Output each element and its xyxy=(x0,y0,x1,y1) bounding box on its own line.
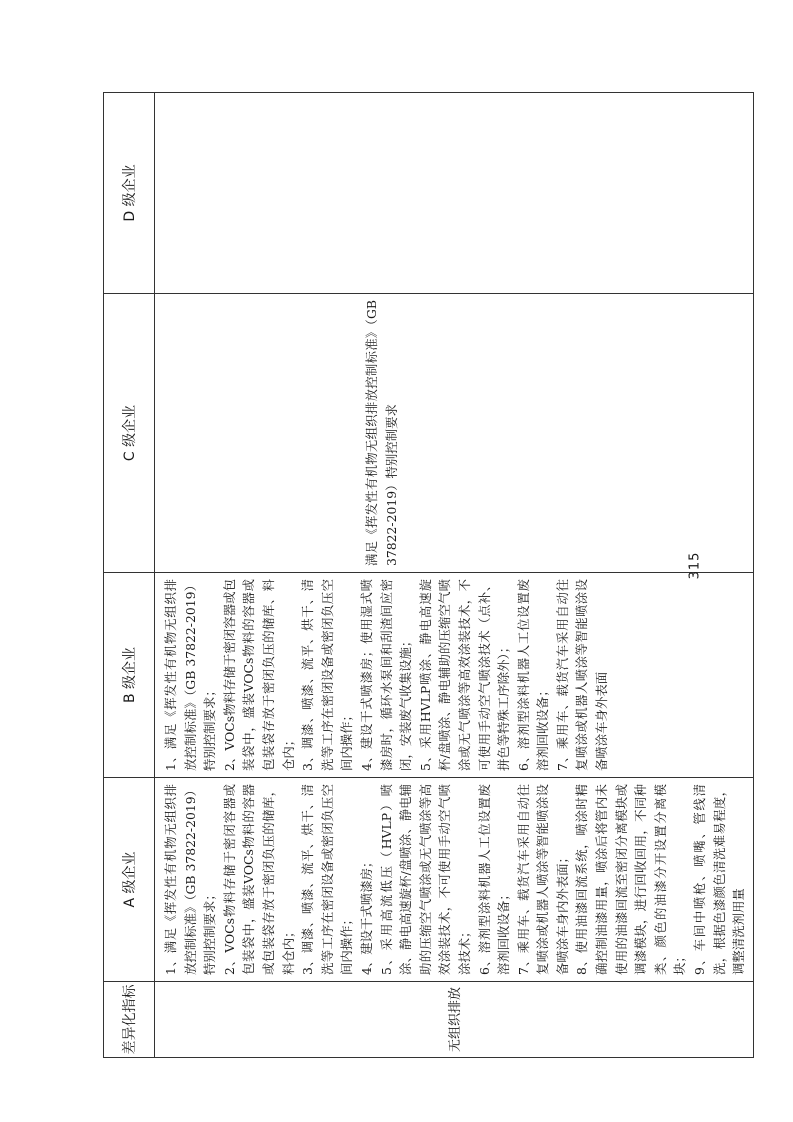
grade-a-cell xyxy=(155,778,754,982)
header-grade-c: C 级企业 xyxy=(104,294,155,573)
row-label: 无组织排放 xyxy=(448,987,464,1053)
header-indicator: 差异化指标 xyxy=(104,982,155,1058)
list-item: 2、VOCs物料存储于密闭容器或包装袋中，盛装VOCs物料的容器或包装袋存放于密闭负压的储库，料仓内； xyxy=(221,784,296,975)
list-item: 6、溶剂型涂料机器人工位设置废溶剂回收设备； xyxy=(476,784,512,975)
list-item: 8、使用油漆回流系统，喷涂时精确控制油漆用量，喷涂后将管内未使用的油漆回流至密闭分离模块或调漆模块，进行回收回用，不同种类、颜色的油漆分开设置分离模块； xyxy=(574,784,688,975)
list-item: 1、满足《挥发性有机物无组织排放控制标准》（GB 37822-2019）特别控制要求； xyxy=(163,783,218,975)
grading-table xyxy=(103,92,754,1058)
list-item: 5、采用高流低压（HVLP）喷涂、静电高速旋杯/盘喷涂、静电辅助的压缩空气喷涂或无气喷涂等高效涂装技术，不可使用手动空气喷涂技术； xyxy=(378,784,472,975)
list-item: 6、溶剂型涂料机器人工位设置废溶剂回收设备； xyxy=(515,579,551,771)
list-item: 4、建设干式喷漆房； xyxy=(358,855,374,975)
grade-b-cell xyxy=(155,573,754,778)
header-grade-a: A 级企业 xyxy=(104,778,155,982)
list-item: 2、VOCs物料存储于密闭容器或包装袋中，盛装VOCs物料的容器或包装袋存放于密闭负压的储库、料仓内； xyxy=(221,579,296,771)
list-item: 1、满足《挥发性有机物无组织排放控制标准》（GB 37822-2019）特别控制要求； xyxy=(163,579,218,771)
list-item: 9、车间中喷枪、喷嘴、管线清洗，根据色漆颜色清洗难易程度，调整清洗剂用量 xyxy=(692,784,747,975)
grade-d-cell xyxy=(155,93,754,294)
row-label-cell xyxy=(155,982,754,1058)
list-item: 7、乘用车、载货汽车采用自动往复喷涂或机器人喷涂等智能喷涂设备喷涂车身内外表面； xyxy=(515,784,570,975)
list-item: 5、采用HVLP喷涂、静电高速旋杯/盘喷涂、静电辅助的压缩空气喷涂或无气喷涂等高效涂装技术，不可使用手动空气喷涂技术（点补、拼色等特殊工序除外）； xyxy=(417,579,512,771)
header-grade-b: B 级企业 xyxy=(104,573,155,778)
header-row xyxy=(104,93,155,1058)
list-item: 3、调漆、喷漆、流平、烘干、清洗等工序在密闭设备或密闭负压空间内操作； xyxy=(300,784,355,975)
list-item: 7、乘用车、载货汽车采用自动往复喷涂或机器人喷涂等智能喷涂设备喷涂车身外表面 xyxy=(554,579,610,771)
table-row xyxy=(155,93,754,1058)
grade-c-text: 满足《挥发性有机物无组织排放控制标准》（GB 37822-2019）特别控制要求 xyxy=(364,300,399,566)
grade-c-cell xyxy=(155,294,754,573)
list-item: 3、调漆、喷漆、流平、烘干、清洗等工序在密闭设备或密闭负压空间内操作； xyxy=(300,579,355,771)
header-grade-d: D 级企业 xyxy=(104,93,155,294)
list-item: 4、建设干式喷漆房；使用湿式喷漆房时，循环水泵间和刮渣间应密闭，安装废气收集设施； xyxy=(358,579,414,771)
page-number: 315 xyxy=(687,551,703,580)
